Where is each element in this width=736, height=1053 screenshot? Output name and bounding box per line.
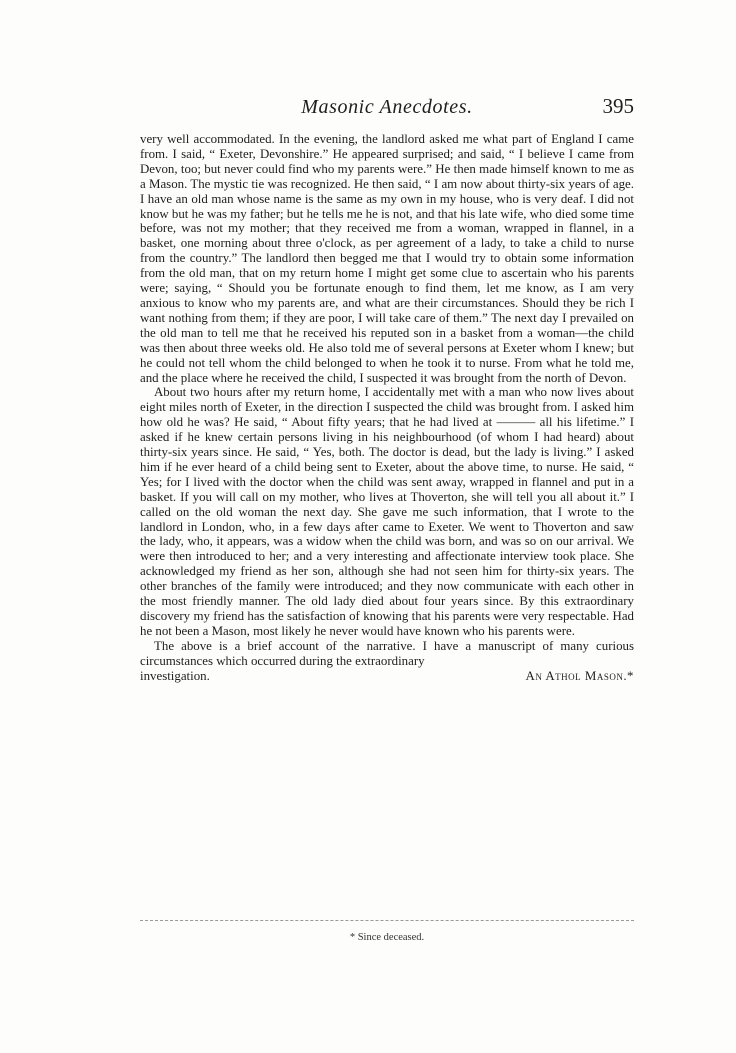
paragraph-2: About two hours after my return home, I accidentally met with a man who now lives about eight miles north of Exeter, in the direction I suspected the child was brought from. I asked him how old he was? He said, “ About fifty years; that he had lived at ——— all his lifetime.” I asked if he knew certain persons living in his neighbourhood (of whom I had heard) about thirty-six years since. He said, “ Yes, both. The doctor is dead, but the lady is living.” I asked him if he ever heard of a child being sent to Exeter, about the above time, to nurse. He said, “ Yes; for I lived with the doctor when the child was sent away, wrapped in flannel and put in a basket. If you will call on my mother, who lives at Thoverton, she will tell you all about it.” I called on the old woman the next day. She gave me such information, that I wrote to the landlord in London, who, in a few days after came to Exeter. We went to Thoverton and saw the lady, who, it appears, was a widow when the child was born, and was so on our arrival. We were then introduced to her; and a very interesting and affectionate interview took place. She acknowledged my friend as her son, although she had not seen him for thirty-six years. The other branches of the family were introduced; and they now communicate with each other in the most friendly manner. The old lady died about four years since. By this extraordinary discovery my friend has the satisfaction of knowing that his parents were very respectable. Had he not been a Mason, most likely he never would have known who his parents were. <box>140 385 634 638</box>
closing-word: investigation. <box>140 668 210 683</box>
page-header <box>140 96 634 126</box>
running-title: Masonic Anecdotes. <box>301 96 473 118</box>
footnote-rule <box>140 920 634 921</box>
paragraph-3: The above is a brief account of the narrative. I have a manuscript of many curious circumstances which occurred during the extraordinary <box>140 638 634 668</box>
paragraph-1: very well accommodated. In the evening, the landlord asked me what part of England I came from. I said, “ Exeter, Devonshire.” He appeared surprised; and said, “ I believe I came from Devon, too; but never could find who my parents were.” He then made himself known to me as a Mason. The mystic tie was recognized. He then said, “ I am now about thirty-six years of age. I have an old man whose name is the same as my own in my house, who is very deaf. I did not know but he was my father; but he tells me he is not, and that his late wife, who died some time before, was not my mother; that they received me from a woman, wrapped in flannel, in a basket, one morning about three o'clock, as per agreement of a lady, to take a child to nurse from the country.” The landlord then begged me that I would try to obtain some information from the old man, that on my return home I might get some clue to ascertain who his parents were; saying, “ Should you be fortunate enough to find them, let me know, as I am very anxious to know who my parents are, and what are their circumstances. Should they be rich I want nothing from them; if they are poor, I will take care of them.” The next day I prevailed on the old man to tell me that he received his reputed son in a basket from a woman—the child was then about three weeks old. He also told me of several persons at Exeter whom I knew; but he could not tell whom the child belonged to when he took it to nurse. From what he told me, and the place where he received the child, I suspected it was brought from the north of Devon. <box>140 132 634 385</box>
page-number: 395 <box>602 94 634 118</box>
signature-line <box>140 669 634 684</box>
body-text <box>140 132 634 684</box>
footnote: * Since deceased. <box>349 932 425 943</box>
author-signature: An Athol Mason.* <box>525 668 634 683</box>
